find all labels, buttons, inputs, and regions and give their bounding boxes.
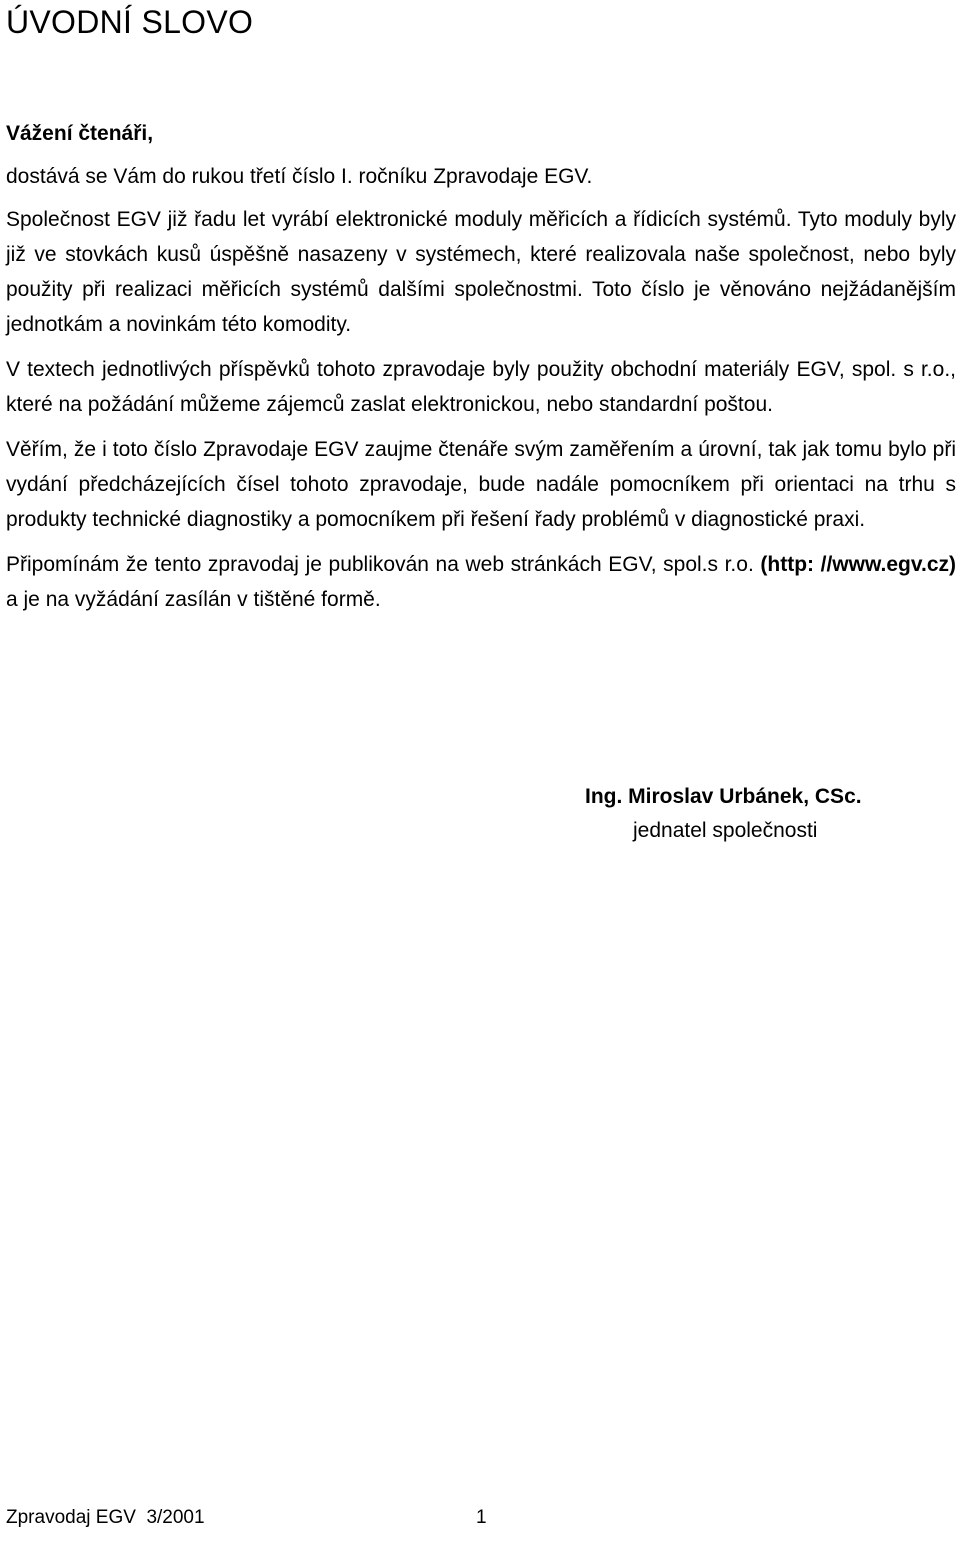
paragraph-company: Společnost EGV již řadu let vyrábí elektronické moduly měřicích a řídicích systémů. Tyto moduly byly již ve stovkách kusů úspěšně nasazeny v systémech, které realizovala naše společnost, nebo byly použity při realizaci měřicích systémů dalšími společnostmi. Toto číslo je věnováno nejžádanějším jednotkám a novinkám této komodity. bbox=[6, 208, 956, 336]
paragraph-web bbox=[6, 547, 956, 617]
page-footer bbox=[6, 1506, 487, 1530]
website-link[interactable]: (http: //www.egv.cz) bbox=[760, 553, 957, 576]
paragraph-intro: dostává se Vám do rukou třetí číslo I. ročníku Zpravodaje EGV. bbox=[6, 165, 593, 188]
signature-name: Ing. Miroslav Urbánek, CSc. bbox=[585, 785, 862, 808]
page-title: ÚVODNÍ SLOVO bbox=[6, 4, 254, 40]
letter-body bbox=[6, 116, 956, 617]
signature-block bbox=[585, 780, 862, 848]
web-text: Připomínám že tento zpravodaj je publikován na web stránkách EGV, spol.s r.o. bbox=[6, 553, 754, 576]
paragraph-belief: Věřím, že i toto číslo Zpravodaje EGV zaujme čtenáře svým zaměřením a úrovní, tak jak tomu bylo při vydání předcházejících čísel tohoto zpravodaje, bude nadále pomocníkem při orientaci na trhu s produkty technické diagnostiky a pomocníkem při řešení řady problémů v diagnostické praxi. bbox=[6, 438, 956, 531]
greeting: Vážení čtenáři, bbox=[6, 122, 154, 145]
signature-role: jednatel společnosti bbox=[633, 819, 818, 842]
web-tail: a je na vyžádání zasílán v tištěné formě. bbox=[6, 588, 381, 611]
footer-page-number: 1 bbox=[476, 1507, 487, 1528]
paragraph-materials: V textech jednotlivých příspěvků tohoto zpravodaje byly použity obchodní materiály EGV, spol. s r.o., které na požádání můžeme zájemců zaslat elektronickou, nebo standardní poštou. bbox=[6, 358, 956, 416]
footer-publication: Zpravodaj EGV 3/2001 bbox=[6, 1507, 205, 1528]
